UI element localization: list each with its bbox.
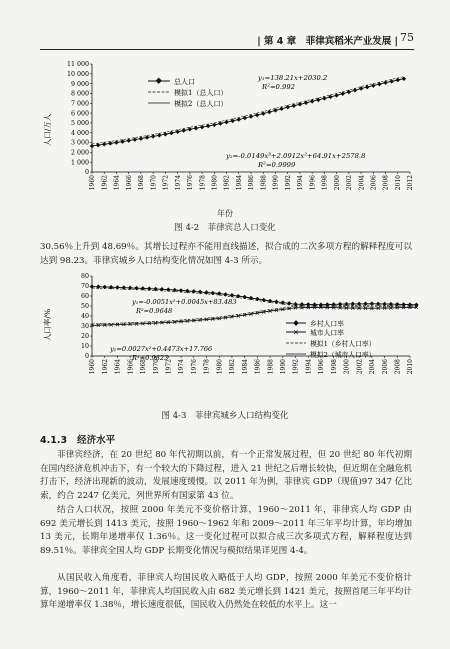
x-tick-label: 1970 (152, 359, 160, 375)
y-tick-label: 4 000 (70, 129, 89, 137)
chart2-legend (286, 319, 376, 359)
x-tick-label: 1982 (229, 359, 237, 375)
x-tick-label: 1994 (305, 359, 313, 375)
x-tick-label: 1964 (113, 175, 121, 191)
chart1-eq2-r2: R²=0.9999 (258, 161, 296, 169)
data-point (255, 297, 260, 302)
section-title: 经济水平 (77, 435, 116, 446)
y-tick-label: 1 000 (70, 159, 89, 167)
y-tick-label: 10 (80, 343, 89, 351)
page-header (0, 0, 450, 50)
legend-urban-marker: × (293, 328, 299, 337)
legend-sim1-label: 模拟1（总人口） (174, 89, 228, 97)
y-tick-label: 11 000 (66, 61, 89, 69)
data-point (338, 302, 343, 307)
legend-sim1-rural-label: 模拟1（乡村人口率） (310, 340, 376, 348)
paragraph-gdp-per-capita: 结合人口状况，按照 2000 年美元不变价格计算，1960～2011 年，菲律宾人均 GDP 由 692 美元增长到 1413 美元，按照 1960～1962 年和 2009～2011 年三年平均计算，年均增加 13 美元，长期年递增率仅 1.36％。这一变化过程可以拟合成三次多项式方程，解释程度达到 89.51％。菲律宾全国人均 GDP 长期变化情况与模拟结果详见图 4-4。 (40, 505, 412, 556)
data-point (126, 138, 131, 143)
legend-total-population-marker (156, 78, 162, 84)
y-tick-label: 10 000 (66, 71, 89, 79)
fit-line-1 (92, 77, 404, 144)
x-tick-label: 1978 (203, 359, 211, 375)
data-point (396, 78, 401, 83)
x-tick-label: 1992 (292, 359, 300, 375)
legend-sim2-label: 模拟2（总人口） (174, 100, 228, 108)
y-tick-label: 3 000 (70, 139, 89, 147)
legend-urban-label: 城市人口率 (310, 329, 344, 337)
data-point (90, 144, 95, 149)
x-tick-label: 2002 (346, 175, 354, 191)
y-tick-label: 60 (80, 293, 89, 301)
y-tick-label: 70 (80, 283, 89, 291)
chart1-ylabel: 人口/万人 (43, 113, 52, 147)
x-tick-label: 1980 (211, 175, 219, 191)
data-point (114, 140, 119, 145)
x-tick-label: 2012 (407, 175, 415, 191)
data-point (242, 295, 247, 300)
x-tick-label: 1980 (216, 359, 224, 375)
x-tick-label: 2004 (369, 359, 377, 375)
chart2-eq1-r2: R²=0.9648 (136, 307, 173, 315)
x-tick-label: 1998 (330, 359, 338, 375)
data-point (224, 120, 229, 125)
legend-rural-marker (293, 320, 299, 326)
total-population-chart (40, 58, 420, 208)
data-point (181, 128, 186, 133)
chapter-title: | 第 4 章 菲律宾稻米产业发展 | (257, 36, 398, 47)
paragraph-intro: 30.56％上升到 48.69％。其增长过程亦不能用直线描述，拟合成的二次多项方程的解释程度可以达到 98.23。菲律宾城乡人口结构变化情况如图 4-3 所示。 (40, 242, 412, 266)
y-tick-label: 7 000 (70, 100, 89, 108)
x-tick-label: 1966 (125, 175, 133, 191)
y-tick-label: 40 (80, 313, 89, 321)
data-point (279, 107, 284, 112)
x-tick-label: 1996 (318, 359, 326, 375)
x-tick-label: 2006 (370, 175, 378, 191)
x-tick-label: 1968 (140, 359, 148, 375)
x-tick-label: 2010 (394, 175, 402, 191)
chart1-legend (148, 77, 227, 108)
data-point (383, 80, 388, 85)
x-tick-label: 1990 (272, 175, 280, 191)
chart2-annotations (109, 298, 236, 362)
x-tick-label: 1962 (101, 359, 109, 375)
section-number: 4.1.3 (40, 435, 68, 446)
data-point (194, 126, 199, 131)
x-tick-label: 2000 (343, 359, 351, 375)
x-tick-label: 1976 (187, 175, 195, 191)
data-point (353, 88, 358, 93)
data-point (212, 123, 217, 128)
chart2-eq2: y₂=0.0027x²+0.4473x+17.766 (110, 345, 213, 353)
paragraph-economy: 菲律宾经济，在 20 世纪 80 年代初期以前，有一个正常发展过程，但 20 世纪 80 年代初期在国内经济危机冲击下，有一个较大的下降过程，进入 21 世纪之后增长较快，但近期在全融危机打击下，经济出现新的波动，发展速度缓慢。以 2011 年为例，菲律宾 GDP（现值)97 347 亿比索，约合 2247 亿美元，列世界所有国家第 43 位。 (40, 450, 412, 501)
data-point (298, 102, 303, 107)
x-tick-label: 1964 (114, 359, 122, 375)
data-point (322, 96, 327, 101)
x-tick-label: 2000 (333, 175, 341, 191)
x-tick-label: 1960 (89, 175, 97, 191)
data-point (115, 285, 120, 290)
data-point (139, 136, 144, 141)
x-tick-label: 1974 (174, 175, 182, 191)
data-point (102, 142, 107, 147)
x-tick-label: 1990 (280, 359, 287, 375)
header-rule (40, 49, 414, 50)
x-tick-label: 1986 (254, 359, 262, 375)
x-tick-label: 2008 (382, 175, 390, 191)
chart1-eq1: y₁=138.21x+2030.2 (258, 74, 328, 82)
x-tick-label: 1992 (284, 175, 292, 191)
data-point (267, 110, 272, 115)
paragraph-national-income: 从国民收入角度看，菲律宾人均国民收入略低于人均 GDP，按照 2000 年美元不变价格计算，1960～2011 年，菲律宾人均国民收入由 682 美元增长到 1421 美元，按照首尾三年平均计算年递增率仅 1.38％，增长速度很低，国民收入仍然处在较低的水平上。这一 (40, 573, 412, 611)
data-point (147, 286, 152, 291)
x-tick-label: 1988 (267, 359, 275, 375)
x-tick-label: 1960 (89, 359, 97, 375)
x-tick-label: 1970 (150, 175, 158, 191)
data-point (179, 288, 184, 293)
x-tick-label: 1962 (101, 175, 109, 191)
legend-total-population-label: 总人口 (174, 78, 195, 86)
x-tick-label: 1988 (260, 175, 268, 191)
x-tick-label: 2004 (358, 175, 366, 191)
y-tick-label: 6 000 (70, 110, 89, 118)
y-tick-label: 0 (84, 353, 89, 361)
x-tick-label: 1976 (190, 359, 198, 375)
x-tick-label: 1982 (223, 175, 231, 191)
data-point (169, 131, 174, 136)
figure-caption-4-3: 图 4-3 菲律宾城乡人口结构变化 (161, 411, 289, 421)
x-tick-label: 1972 (165, 359, 173, 375)
chart2-eq1: y₁=-0.0051x²+0.0045x+83.483 (132, 298, 237, 306)
x-tick-label: 1968 (138, 175, 146, 191)
x-tick-label: 2010 (407, 359, 415, 375)
chart2-eq2-r2: R²=0.9823 (132, 354, 169, 362)
x-tick-label: 1984 (241, 359, 249, 375)
data-point (211, 291, 216, 296)
section-heading (40, 432, 115, 446)
x-tick-label: 1998 (321, 175, 329, 191)
x-tick-label: 1972 (162, 175, 170, 191)
y-tick-label: 8 000 (70, 90, 89, 98)
x-tick-label: 1978 (199, 175, 207, 191)
chart1-annotations (225, 74, 366, 169)
y-tick-label: 2 000 (70, 149, 89, 157)
data-point (382, 302, 387, 307)
data-point (237, 117, 242, 122)
data-point (340, 91, 345, 96)
legend-rural-label: 乡村人口率 (310, 320, 344, 328)
chart1-series (90, 76, 406, 148)
x-tick-label: 2002 (356, 359, 364, 375)
y-tick-label: 50 (80, 303, 89, 311)
urban-rural-chart (40, 270, 420, 390)
x-tick-label: 1996 (309, 175, 317, 191)
x-tick-label: 1974 (178, 359, 186, 375)
x-tick-label: 1984 (235, 175, 243, 191)
y-tick-label: 80 (80, 273, 89, 281)
chart1-tick-labels (67, 61, 414, 190)
data-point (310, 99, 315, 104)
series-line-1 (92, 79, 404, 146)
chart1-eq2: y₂=-0.0149x³+2.0912x²+64.91x+2578.8 (226, 152, 366, 160)
figure-caption-4-2: 图 4-2 菲律宾总人口变化 (174, 223, 276, 233)
page-number: 75 (400, 31, 414, 44)
legend-sim2-urban-label: 模拟2（城市人口率） (310, 351, 376, 359)
chart1-eq1-r2: R²=0.992 (262, 83, 295, 91)
y-tick-label: 9 000 (70, 80, 89, 88)
y-tick-label: 0 (84, 169, 89, 177)
chart1-xlabel: 年份 (217, 209, 233, 218)
x-tick-label: 1966 (127, 359, 135, 375)
x-tick-label: 2006 (381, 359, 389, 375)
y-tick-label: 5 000 (70, 120, 89, 128)
data-point (414, 303, 419, 308)
y-tick-label: 30 (80, 323, 89, 331)
x-tick-label: 1986 (248, 175, 256, 191)
y-tick-label: 20 (80, 333, 89, 341)
chart2-ylabel: 人口率/% (43, 308, 52, 342)
x-tick-label: 2008 (394, 359, 402, 375)
x-tick-label: 1994 (297, 175, 305, 191)
data-point (274, 300, 279, 305)
